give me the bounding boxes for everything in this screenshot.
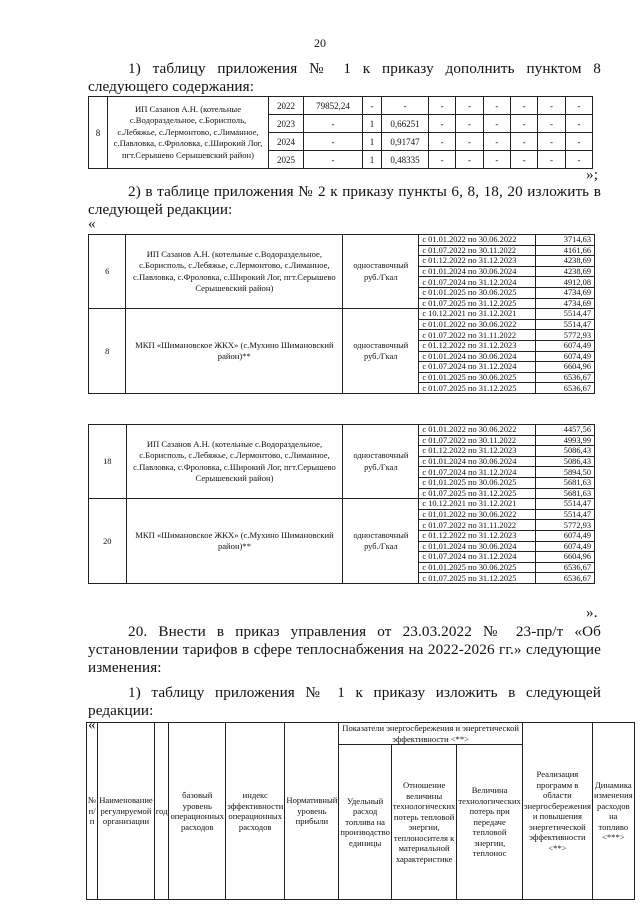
- dash-cell: -: [456, 151, 483, 169]
- period-cell: с 01.01.2022 по 30.06.2022: [419, 319, 536, 330]
- amendment-20-line1: 20. Внести в приказ управления от 23.03.2022 № 23-пр/т «Об: [128, 623, 601, 640]
- dash-cell: -: [483, 133, 510, 151]
- col-org: Наименование регулируемой организации: [98, 723, 155, 900]
- col-base: базовый уровень операционных расходов: [169, 723, 226, 900]
- tariff-value: 5514,47: [536, 319, 595, 330]
- opening-quote-2: «: [88, 716, 96, 733]
- tariff-value: 3714,63: [536, 235, 595, 246]
- org-name: МКП «Шимановское ЖКХ» (с.Мухино Шимановский район)**: [126, 499, 343, 584]
- index-cell: -: [363, 97, 382, 115]
- dash-cell: -: [510, 115, 537, 133]
- tariff-value: 5514,47: [536, 309, 595, 320]
- org-name: ИП Сазанов А.Н. (котельные с.Водораздельное, с.Борисполь, с.Лебяжье, с.Лермонтово, с.Лиманное, с.Павловка, с.Фроловка, с.Широкий Лог, пгт.Серышево Серышевский район): [108, 97, 269, 169]
- amendment-20-1-line1: 1) таблицу приложения № 1 к приказу изложить в следующей: [128, 684, 601, 701]
- value-cell: -: [382, 97, 429, 115]
- period-cell: с 01.01.2022 по 30.06.2022: [419, 235, 536, 246]
- tariff-table-b: [88, 424, 595, 584]
- table-row: [89, 425, 595, 436]
- period-cell: с 01.07.2022 по 31.11.2022: [419, 520, 536, 531]
- period-cell: с 01.01.2022 по 30.06.2022: [419, 509, 536, 520]
- period-cell: с 01.07.2025 по 31.12.2025: [419, 573, 536, 584]
- period-cell: с 01.07.2024 по 31.12.2024: [419, 362, 536, 373]
- dash-cell: -: [483, 97, 510, 115]
- table-appendix1-header: [86, 722, 635, 900]
- period-cell: с 01.01.2025 по 30.06.2025: [419, 477, 536, 488]
- tariff-table-a: [88, 234, 595, 394]
- row-number: 8: [89, 97, 108, 169]
- dash-cell: -: [538, 151, 565, 169]
- tariff-value: 5514,47: [536, 499, 595, 510]
- dash-cell: -: [483, 151, 510, 169]
- tariff-value: 4238,69: [536, 256, 595, 267]
- period-cell: с 01.07.2024 по 31.12.2024: [419, 277, 536, 288]
- period-cell: с 01.12.2022 по 31.12.2023: [419, 530, 536, 541]
- col-loss-ratio: Отношение величины технологических потерь тепловой энергии, теплоносителя к материальной характеристике: [391, 745, 456, 900]
- base-cell: -: [304, 151, 363, 169]
- period-cell: с 01.07.2022 по 30.11.2022: [419, 245, 536, 256]
- page-number: 20: [314, 36, 326, 50]
- tariff-value: 5894,50: [536, 467, 595, 478]
- year-cell: 2025: [269, 151, 304, 169]
- tariff-value: 5772,93: [536, 520, 595, 531]
- period-cell: с 01.07.2024 по 31.12.2024: [419, 552, 536, 563]
- dash-cell: -: [429, 133, 456, 151]
- amendment-1-line2: следующего содержания:: [88, 78, 255, 95]
- table-header-row: [87, 723, 635, 745]
- period-cell: с 10.12.2021 по 31.12.2021: [419, 499, 536, 510]
- period-cell: с 01.12.2022 по 31.12.2023: [419, 256, 536, 267]
- period-cell: с 01.01.2024 по 30.06.2024: [419, 456, 536, 467]
- item-number: 18: [89, 425, 127, 499]
- period-cell: с 01.01.2024 по 30.06.2024: [419, 266, 536, 277]
- dash-cell: -: [538, 97, 565, 115]
- period-cell: с 01.07.2022 по 30.11.2022: [419, 435, 536, 446]
- tariff-value: 6074,49: [536, 530, 595, 541]
- col-year: год: [154, 723, 169, 900]
- dash-cell: -: [565, 133, 592, 151]
- dash-cell: -: [510, 133, 537, 151]
- period-cell: с 01.01.2022 по 30.06.2022: [419, 425, 536, 436]
- org-name: МКП «Шимановское ЖКХ» (с.Мухино Шимановский район)**: [126, 309, 343, 394]
- item-number: 8: [89, 309, 126, 394]
- amendment-20-1-line2: редакции:: [88, 702, 154, 719]
- col-fuel-rate: Удельный расход топлива на производство единицы: [339, 745, 391, 900]
- period-cell: с 01.07.2025 по 31.12.2025: [419, 383, 536, 394]
- year-cell: 2023: [269, 115, 304, 133]
- dash-cell: -: [565, 115, 592, 133]
- col-group-energy: Показатели энергосбережения и энергетической эффективности <**>: [339, 723, 522, 745]
- tariff-value: 4161,66: [536, 245, 595, 256]
- period-cell: с 01.07.2022 по 31.11.2022: [419, 330, 536, 341]
- tariff-value: 5086,43: [536, 456, 595, 467]
- base-cell: -: [304, 133, 363, 151]
- tariff-value: 6074,49: [536, 340, 595, 351]
- amendment-2-line1: 2) в таблице приложения № 2 к приказу пункты 6, 8, 18, 20 изложить в: [128, 183, 601, 200]
- tariff-value: 6536,67: [536, 573, 595, 584]
- value-cell: 0,66251: [382, 115, 429, 133]
- opening-quote: «: [88, 215, 96, 232]
- table-row: [89, 309, 595, 320]
- tariff-value: 6074,49: [536, 351, 595, 362]
- period-cell: с 01.07.2024 по 31.12.2024: [419, 467, 536, 478]
- year-cell: 2024: [269, 133, 304, 151]
- tariff-value: 4734,69: [536, 287, 595, 298]
- col-index: индекс эффективности операционных расходов: [226, 723, 285, 900]
- value-cell: 0,91747: [382, 133, 429, 151]
- item-number: 6: [89, 235, 126, 309]
- period-cell: с 01.01.2025 по 30.06.2025: [419, 562, 536, 573]
- col-fuel-dynamics: Динамика изменения расходов на топливо <***>: [592, 723, 634, 900]
- base-cell: 79852,24: [304, 97, 363, 115]
- dash-cell: -: [538, 115, 565, 133]
- tariff-value: 4912,08: [536, 277, 595, 288]
- base-cell: -: [304, 115, 363, 133]
- tariff-value: 5681,63: [536, 477, 595, 488]
- dash-cell: -: [429, 97, 456, 115]
- tariff-value: 4238,69: [536, 266, 595, 277]
- tariff-value: 5086,43: [536, 446, 595, 457]
- closing-quote-2: ».: [586, 604, 598, 621]
- org-name: ИП Сазанов А.Н. (котельные с.Водораздельное, с.Борисполь, с.Лебяжье, с.Лермонтово, с.Лиманное, с.Павловка, с.Фроловка, с.Широкий Лог, пгт.Серышево Серышевский район): [126, 235, 343, 309]
- index-cell: 1: [363, 151, 382, 169]
- col-profit: Нормативный уровень прибыли: [285, 723, 339, 900]
- dash-cell: -: [456, 97, 483, 115]
- amendment-2-line2: следующей редакции:: [88, 201, 233, 218]
- period-cell: с 01.07.2025 по 31.12.2025: [419, 488, 536, 499]
- org-name: ИП Сазанов А.Н. (котельные с.Водораздельное, с.Борисполь, с.Лебяжье, с.Лермонтово, с.Лиманное, с.Павловка, с.Фроловка, с.Широкий Лог, пгт.Серышево Серышевский район): [126, 425, 343, 499]
- period-cell: с 01.12.2022 по 31.12.2023: [419, 340, 536, 351]
- tariff-value: 6604,96: [536, 362, 595, 373]
- year-cell: 2022: [269, 97, 304, 115]
- tariff-unit: одноставочный руб./Гкал: [343, 499, 419, 584]
- tariff-value: 5514,47: [536, 509, 595, 520]
- table-appendix1-row8: [88, 96, 593, 169]
- index-cell: 1: [363, 133, 382, 151]
- index-cell: 1: [363, 115, 382, 133]
- dash-cell: -: [429, 115, 456, 133]
- tariff-value: 4993,99: [536, 435, 595, 446]
- period-cell: с 01.12.2022 по 31.12.2023: [419, 446, 536, 457]
- col-programs: Реализация программ в области энергосбережения и повышения энергетической эффективности <**>: [522, 723, 592, 900]
- closing-quote-1: »;: [586, 166, 599, 183]
- tariff-unit: одноставочный руб./Гкал: [343, 235, 419, 309]
- table-row: [89, 97, 593, 115]
- col-loss-value: Величина технологических потерь при передаче тепловой энергии, теплонос: [457, 745, 522, 900]
- dash-cell: -: [510, 151, 537, 169]
- tariff-value: 6074,49: [536, 541, 595, 552]
- tariff-value: 6536,67: [536, 383, 595, 394]
- dash-cell: -: [510, 97, 537, 115]
- amendment-20-line2: установлении тарифов в сфере теплоснабжения на 2022-2026 гг.» следующие: [88, 641, 601, 658]
- amendment-20-line3: изменения:: [88, 659, 162, 676]
- period-cell: с 01.07.2025 по 31.12.2025: [419, 298, 536, 309]
- value-cell: 0,48335: [382, 151, 429, 169]
- tariff-value: 5681,63: [536, 488, 595, 499]
- table-row: [89, 235, 595, 246]
- col-number: № п/п: [87, 723, 98, 900]
- period-cell: с 01.01.2025 по 30.06.2025: [419, 287, 536, 298]
- table-row: [89, 499, 595, 510]
- dash-cell: -: [456, 133, 483, 151]
- dash-cell: -: [456, 115, 483, 133]
- tariff-value: 6604,96: [536, 552, 595, 563]
- dash-cell: -: [538, 133, 565, 151]
- tariff-value: 4734,69: [536, 298, 595, 309]
- period-cell: с 01.01.2024 по 30.06.2024: [419, 541, 536, 552]
- dash-cell: -: [565, 151, 592, 169]
- dash-cell: -: [429, 151, 456, 169]
- item-number: 20: [89, 499, 127, 584]
- period-cell: с 01.01.2025 по 30.06.2025: [419, 372, 536, 383]
- tariff-value: 6536,67: [536, 562, 595, 573]
- tariff-unit: одноставочный руб./Гкал: [343, 309, 419, 394]
- period-cell: с 01.01.2024 по 30.06.2024: [419, 351, 536, 362]
- dash-cell: -: [565, 97, 592, 115]
- tariff-value: 4457,56: [536, 425, 595, 436]
- tariff-value: 6536,67: [536, 372, 595, 383]
- dash-cell: -: [483, 115, 510, 133]
- tariff-value: 5772,93: [536, 330, 595, 341]
- amendment-1-line1: 1) таблицу приложения № 1 к приказу дополнить пунктом 8: [128, 60, 601, 77]
- tariff-unit: одноставочный руб./Гкал: [343, 425, 419, 499]
- period-cell: с 10.12.2021 по 31.12.2021: [419, 309, 536, 320]
